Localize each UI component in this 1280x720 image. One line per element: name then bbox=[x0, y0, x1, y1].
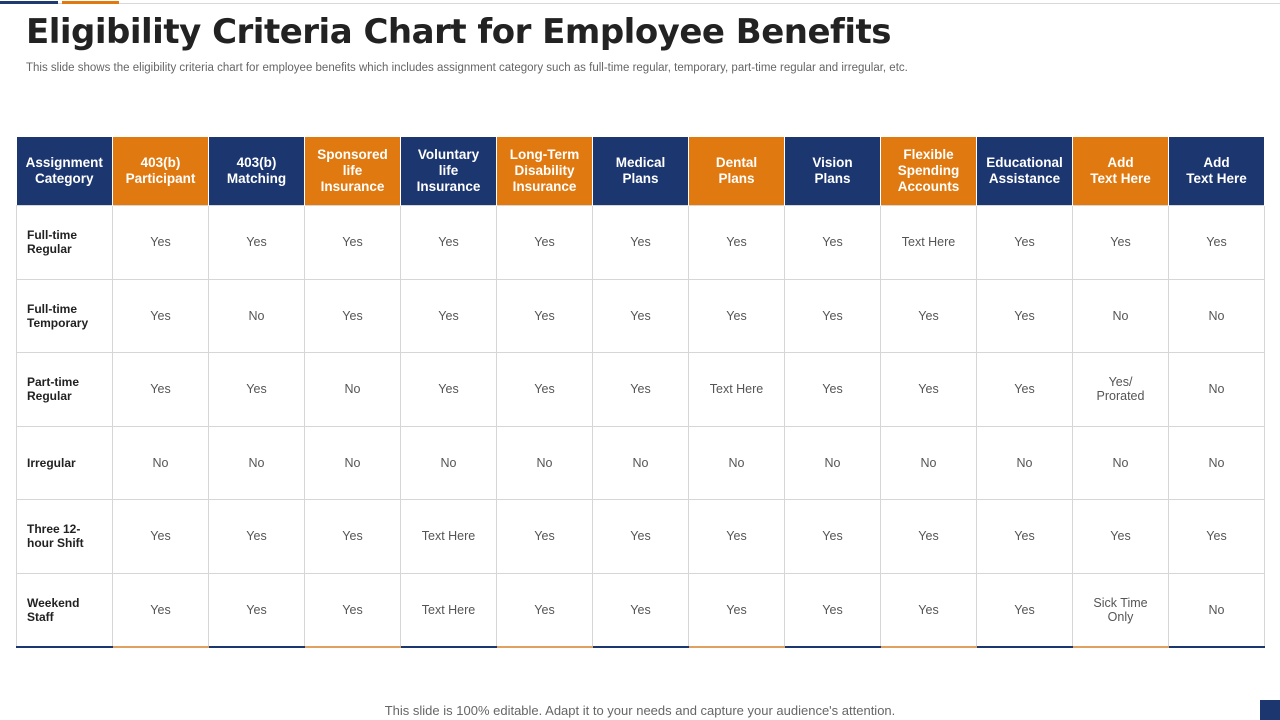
cell-text-line: No bbox=[632, 455, 649, 470]
table-row bbox=[17, 279, 1265, 353]
header-benefit-2 bbox=[209, 137, 305, 206]
table-row bbox=[17, 500, 1265, 574]
cell-text-line: Plans bbox=[622, 171, 659, 186]
cell-text-line: Yes bbox=[630, 308, 651, 323]
cell-text-line: Yes bbox=[630, 602, 651, 617]
accent-bar-orange bbox=[62, 1, 119, 4]
row-label bbox=[17, 426, 113, 500]
table-cell bbox=[977, 573, 1073, 647]
table-cell bbox=[497, 426, 593, 500]
cell-text-line: Yes bbox=[1206, 235, 1227, 250]
table-cell bbox=[881, 279, 977, 353]
cell-text-line: Yes bbox=[1206, 529, 1227, 544]
table-cell bbox=[881, 353, 977, 427]
cell-text-line: Yes bbox=[246, 235, 267, 250]
table-cell bbox=[497, 206, 593, 280]
cell-text-line: No bbox=[1016, 455, 1033, 470]
cell-text-line: Yes bbox=[822, 529, 843, 544]
cell-text-line: Voluntary bbox=[417, 147, 480, 162]
cell-text-line: No bbox=[1208, 382, 1225, 397]
cell-text-line: Text Here bbox=[421, 529, 476, 544]
header-benefit-3 bbox=[305, 137, 401, 206]
cell-text-line: Yes bbox=[246, 602, 267, 617]
table-cell bbox=[209, 573, 305, 647]
header-benefit-5 bbox=[497, 137, 593, 206]
table-cell bbox=[497, 500, 593, 574]
table-cell bbox=[305, 573, 401, 647]
header-benefit-12 bbox=[1169, 137, 1265, 206]
cell-text-line: Yes bbox=[342, 529, 363, 544]
table-cell bbox=[209, 353, 305, 427]
cell-text-line: Sponsored bbox=[317, 147, 388, 162]
row-label bbox=[17, 573, 113, 647]
cell-text-line: Dental bbox=[715, 155, 758, 170]
table-cell bbox=[497, 279, 593, 353]
cell-text-line: Yes bbox=[246, 382, 267, 397]
table-cell bbox=[689, 426, 785, 500]
cell-text-line: Yes bbox=[918, 602, 939, 617]
table-cell bbox=[785, 426, 881, 500]
cell-text-line: Insurance bbox=[320, 179, 385, 194]
table-cell bbox=[593, 353, 689, 427]
cell-text-line: 403(b) bbox=[236, 155, 277, 170]
cell-text-line: Weekend bbox=[27, 595, 80, 610]
table-cell bbox=[785, 279, 881, 353]
table-cell bbox=[689, 206, 785, 280]
table-cell bbox=[209, 500, 305, 574]
accent-bar-blue bbox=[0, 1, 58, 4]
table-cell bbox=[785, 500, 881, 574]
table-row bbox=[17, 206, 1265, 280]
cell-text-line: Yes bbox=[726, 602, 747, 617]
table-cell bbox=[1169, 573, 1265, 647]
cell-text-line: Yes bbox=[1014, 602, 1035, 617]
cell-text-line: Yes bbox=[822, 602, 843, 617]
cell-text-line: Yes bbox=[150, 529, 171, 544]
cell-text-line: Add bbox=[1107, 155, 1134, 170]
cell-text-line: Yes bbox=[438, 382, 459, 397]
cell-text-line: Yes bbox=[1014, 235, 1035, 250]
table-cell bbox=[497, 353, 593, 427]
header-assignment-category bbox=[17, 137, 113, 206]
cell-text-line: Full-time bbox=[27, 228, 77, 243]
table-cell bbox=[113, 500, 209, 574]
table-cell bbox=[305, 500, 401, 574]
table-cell bbox=[113, 279, 209, 353]
table-cell bbox=[1073, 206, 1169, 280]
row-label bbox=[17, 279, 113, 353]
table-cell bbox=[497, 573, 593, 647]
table-cell bbox=[1169, 426, 1265, 500]
table-cell bbox=[593, 279, 689, 353]
table-cell bbox=[305, 206, 401, 280]
row-label bbox=[17, 206, 113, 280]
cell-text-line: Text Here bbox=[421, 602, 476, 617]
table-cell bbox=[689, 573, 785, 647]
cell-text-line: Text Here bbox=[1186, 171, 1247, 186]
cell-text-line: Yes bbox=[918, 382, 939, 397]
cell-text-line: Plans bbox=[718, 171, 755, 186]
cell-text-line: Long-Term bbox=[509, 147, 580, 162]
cell-text-line: Yes bbox=[822, 235, 843, 250]
cell-text-line: No bbox=[728, 455, 745, 470]
table-cell bbox=[881, 206, 977, 280]
page-title: Eligibility Criteria Chart for Employee Benefits bbox=[26, 12, 891, 52]
cell-text-line: Yes bbox=[246, 529, 267, 544]
cell-text-line: Yes/ bbox=[1108, 375, 1133, 390]
cell-text-line: Yes bbox=[438, 308, 459, 323]
table-cell bbox=[785, 573, 881, 647]
cell-text-line: No bbox=[1208, 602, 1225, 617]
table-cell bbox=[977, 279, 1073, 353]
cell-text-line: Add bbox=[1203, 155, 1230, 170]
table-cell bbox=[977, 353, 1073, 427]
cell-text-line: Yes bbox=[534, 529, 555, 544]
cell-text-line: No bbox=[248, 308, 265, 323]
table-cell bbox=[881, 426, 977, 500]
cell-text-line: Yes bbox=[822, 382, 843, 397]
cell-text-line: Yes bbox=[1014, 308, 1035, 323]
cell-text-line: Yes bbox=[918, 529, 939, 544]
cell-text-line: Yes bbox=[150, 602, 171, 617]
cell-text-line: Temporary bbox=[27, 315, 89, 330]
table-cell bbox=[689, 279, 785, 353]
cell-text-line: Yes bbox=[1110, 235, 1131, 250]
table-cell bbox=[593, 500, 689, 574]
cell-text-line: Insurance bbox=[512, 179, 577, 194]
cell-text-line: Flexible bbox=[903, 147, 954, 162]
table-cell bbox=[1073, 279, 1169, 353]
cell-text-line: Yes bbox=[630, 529, 651, 544]
cell-text-line: Educational bbox=[986, 155, 1063, 170]
table-cell bbox=[401, 353, 497, 427]
table-cell bbox=[113, 426, 209, 500]
cell-text-line: Yes bbox=[726, 308, 747, 323]
table-cell bbox=[977, 500, 1073, 574]
table-cell bbox=[305, 353, 401, 427]
cell-text-line: Prorated bbox=[1096, 389, 1145, 404]
cell-text-line: Spending bbox=[897, 163, 960, 178]
table-row bbox=[17, 573, 1265, 647]
table-cell bbox=[1169, 353, 1265, 427]
cell-text-line: Yes bbox=[630, 235, 651, 250]
header-benefit-10 bbox=[977, 137, 1073, 206]
eligibility-table bbox=[16, 137, 1265, 648]
cell-text-line: Disability bbox=[514, 163, 575, 178]
table-cell bbox=[209, 426, 305, 500]
cell-text-line: No bbox=[824, 455, 841, 470]
table-cell bbox=[113, 206, 209, 280]
row-label bbox=[17, 500, 113, 574]
cell-text-line: Plans bbox=[814, 171, 851, 186]
header-benefit-4 bbox=[401, 137, 497, 206]
cell-text-line: Full-time bbox=[27, 301, 77, 316]
cell-text-line: Accounts bbox=[897, 179, 960, 194]
cell-text-line: Irregular bbox=[27, 455, 76, 470]
cell-text-line: Yes bbox=[1110, 529, 1131, 544]
table-cell bbox=[113, 353, 209, 427]
table-row bbox=[17, 426, 1265, 500]
table-cell bbox=[113, 573, 209, 647]
cell-text-line: Yes bbox=[534, 602, 555, 617]
table-cell bbox=[1169, 279, 1265, 353]
table-cell bbox=[593, 206, 689, 280]
table-cell bbox=[401, 500, 497, 574]
cell-text-line: 403(b) bbox=[140, 155, 181, 170]
table-cell bbox=[689, 353, 785, 427]
table-cell bbox=[689, 500, 785, 574]
cell-text-line: Three 12- bbox=[27, 522, 81, 537]
header-benefit-7 bbox=[689, 137, 785, 206]
header-benefit-1 bbox=[113, 137, 209, 206]
cell-text-line: hour Shift bbox=[27, 536, 84, 551]
table-cell bbox=[209, 206, 305, 280]
cell-text-line: Category bbox=[34, 171, 94, 186]
cell-text-line: Staff bbox=[27, 609, 54, 624]
table-body bbox=[17, 206, 1265, 648]
cell-text-line: Regular bbox=[27, 389, 72, 404]
cell-text-line: No bbox=[536, 455, 553, 470]
cell-text-line: Only bbox=[1107, 609, 1134, 624]
table-cell bbox=[401, 426, 497, 500]
cell-text-line: life bbox=[342, 163, 363, 178]
table-cell bbox=[1169, 500, 1265, 574]
page-subtitle: This slide shows the eligibility criteria chart for employee benefits which includes assignment category such as full-time regular, temporary, part-time regular and irregular, etc. bbox=[26, 62, 908, 74]
cell-text-line: Yes bbox=[630, 382, 651, 397]
header-benefit-8 bbox=[785, 137, 881, 206]
cell-text-line: Regular bbox=[27, 242, 72, 257]
table-cell bbox=[1169, 206, 1265, 280]
cell-text-line: Matching bbox=[226, 171, 287, 186]
table-cell bbox=[305, 426, 401, 500]
table-cell bbox=[209, 279, 305, 353]
cell-text-line: Yes bbox=[822, 308, 843, 323]
header-benefit-9 bbox=[881, 137, 977, 206]
table-cell bbox=[593, 573, 689, 647]
cell-text-line: No bbox=[1112, 308, 1129, 323]
header-benefit-11 bbox=[1073, 137, 1169, 206]
cell-text-line: Yes bbox=[534, 382, 555, 397]
table-cell bbox=[1073, 500, 1169, 574]
table-cell bbox=[401, 573, 497, 647]
cell-text-line: Participant bbox=[125, 171, 196, 186]
cell-text-line: Yes bbox=[918, 308, 939, 323]
table-cell bbox=[401, 206, 497, 280]
cell-text-line: No bbox=[344, 382, 361, 397]
cell-text-line: Yes bbox=[534, 235, 555, 250]
cell-text-line: Text Here bbox=[1090, 171, 1151, 186]
table-cell bbox=[881, 573, 977, 647]
table-cell bbox=[977, 426, 1073, 500]
cell-text-line: Assistance bbox=[988, 171, 1061, 186]
table-header-row bbox=[17, 137, 1265, 206]
cell-text-line: Yes bbox=[1014, 382, 1035, 397]
top-divider bbox=[0, 3, 1280, 4]
table-cell bbox=[305, 279, 401, 353]
table-cell bbox=[881, 500, 977, 574]
cell-text-line: Vision bbox=[812, 155, 853, 170]
table-cell bbox=[1073, 573, 1169, 647]
table-cell bbox=[401, 279, 497, 353]
cell-text-line: Yes bbox=[342, 602, 363, 617]
cell-text-line: Yes bbox=[150, 235, 171, 250]
cell-text-line: Yes bbox=[534, 308, 555, 323]
cell-text-line: No bbox=[1208, 308, 1225, 323]
row-label bbox=[17, 353, 113, 427]
cell-text-line: Medical bbox=[615, 155, 666, 170]
header-benefit-6 bbox=[593, 137, 689, 206]
cell-text-line: Yes bbox=[150, 308, 171, 323]
cell-text-line: Sick Time bbox=[1093, 595, 1148, 610]
cell-text-line: No bbox=[344, 455, 361, 470]
cell-text-line: No bbox=[1208, 455, 1225, 470]
corner-accent bbox=[1260, 700, 1280, 720]
cell-text-line: Assignment bbox=[25, 155, 103, 170]
table-cell bbox=[1073, 353, 1169, 427]
table-cell bbox=[593, 426, 689, 500]
cell-text-line: Text Here bbox=[901, 235, 956, 250]
footer-note: This slide is 100% editable. Adapt it to your needs and capture your audience's attention. bbox=[384, 703, 896, 718]
cell-text-line: Yes bbox=[726, 529, 747, 544]
cell-text-line: Part-time bbox=[27, 375, 80, 390]
cell-text-line: No bbox=[440, 455, 457, 470]
cell-text-line: Text Here bbox=[709, 382, 764, 397]
cell-text-line: No bbox=[920, 455, 937, 470]
cell-text-line: No bbox=[152, 455, 169, 470]
cell-text-line: Insurance bbox=[416, 179, 481, 194]
cell-text-line: Yes bbox=[150, 382, 171, 397]
cell-text-line: Yes bbox=[726, 235, 747, 250]
table-cell bbox=[785, 353, 881, 427]
cell-text-line: No bbox=[1112, 455, 1129, 470]
cell-text-line: Yes bbox=[438, 235, 459, 250]
cell-text-line: No bbox=[248, 455, 265, 470]
cell-text-line: Yes bbox=[342, 308, 363, 323]
table-cell bbox=[977, 206, 1073, 280]
cell-text-line: Yes bbox=[342, 235, 363, 250]
table-cell bbox=[785, 206, 881, 280]
table-row bbox=[17, 353, 1265, 427]
cell-text-line: Yes bbox=[1014, 529, 1035, 544]
cell-text-line: life bbox=[438, 163, 459, 178]
table-cell bbox=[1073, 426, 1169, 500]
